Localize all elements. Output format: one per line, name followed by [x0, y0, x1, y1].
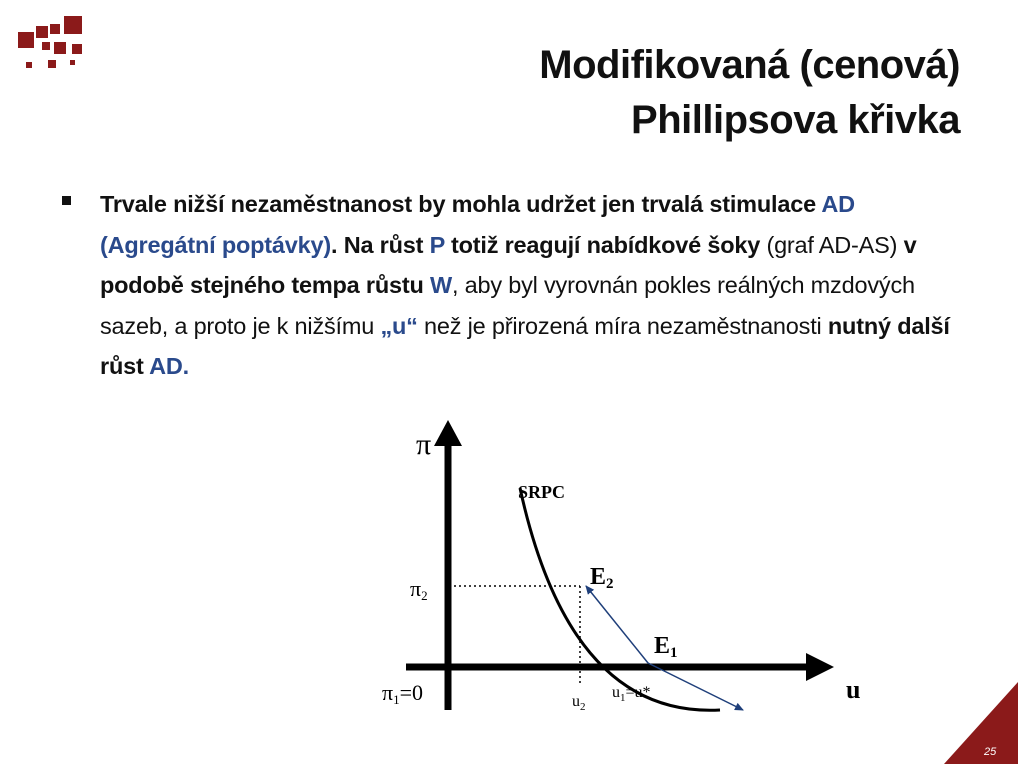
- y-axis-arrow-icon: [434, 420, 462, 446]
- y-axis-label: π: [416, 428, 432, 461]
- logo-square: [42, 42, 50, 50]
- bullet-paragraph: [100, 184, 962, 387]
- pi2-label: π2: [410, 576, 428, 603]
- text-u-term: „u“: [380, 312, 418, 339]
- text-ad-term: AD (Agregátní poptávky): [100, 191, 855, 258]
- title-line-2: Phillipsova křivka: [631, 98, 960, 142]
- logo-square: [72, 44, 82, 54]
- text-bold: totiž reagují nabídkové šoky: [444, 231, 761, 258]
- text-normal: (graf AD-AS): [760, 231, 904, 258]
- e2-label: E2: [590, 564, 614, 592]
- text-w-term: W: [429, 272, 452, 298]
- logo-square: [64, 16, 82, 34]
- pi1-label: π1=0: [382, 680, 424, 707]
- x-axis-arrow-icon: [806, 653, 834, 681]
- u-star-label: $u_1=u*$: [612, 684, 651, 704]
- phillips-curve-diagram: [340, 418, 880, 718]
- logo: [18, 16, 88, 72]
- corner-triangle-icon: [944, 682, 1018, 764]
- logo-square: [54, 42, 66, 54]
- bullet-list: [62, 184, 962, 387]
- page-number-badge: [944, 678, 1024, 768]
- x-axis-label: u: [846, 675, 861, 704]
- logo-square: [36, 26, 48, 38]
- text-normal: než je přirozená míra nezaměstnanosti: [417, 312, 828, 339]
- logo-square: [50, 24, 60, 34]
- srpc-curve: [520, 488, 720, 710]
- logo-square: [18, 32, 34, 48]
- srpc-label: SRPC: [518, 482, 566, 502]
- text-bold: . Na růst: [331, 231, 430, 258]
- logo-square: [48, 60, 56, 68]
- text-normal: , aby byl vyrovnán pokles reálných mzdových sazeb, a proto je k nižšímu: [100, 272, 915, 339]
- text-bold: nutný další růst: [100, 312, 950, 379]
- text-ad-term: AD.: [149, 353, 189, 379]
- title-line-1: Modifikovaná (cenová): [539, 43, 960, 87]
- text-p-term: P: [429, 231, 445, 258]
- slide-title: [539, 38, 960, 148]
- e1-label: E1: [654, 633, 678, 661]
- text-bold: v podobě stejného tempa růstu: [100, 231, 917, 298]
- bullet-square-icon: [62, 196, 71, 205]
- logo-square: [70, 60, 75, 65]
- text-bold: Trvale nižší nezaměstnanost by mohla udržet jen trvalá stimulace: [100, 191, 822, 217]
- u2-label: $u_2$: [572, 693, 586, 713]
- arrow-to-e2-icon: [586, 586, 648, 663]
- logo-square: [26, 62, 32, 68]
- page-number: 25: [984, 746, 997, 758]
